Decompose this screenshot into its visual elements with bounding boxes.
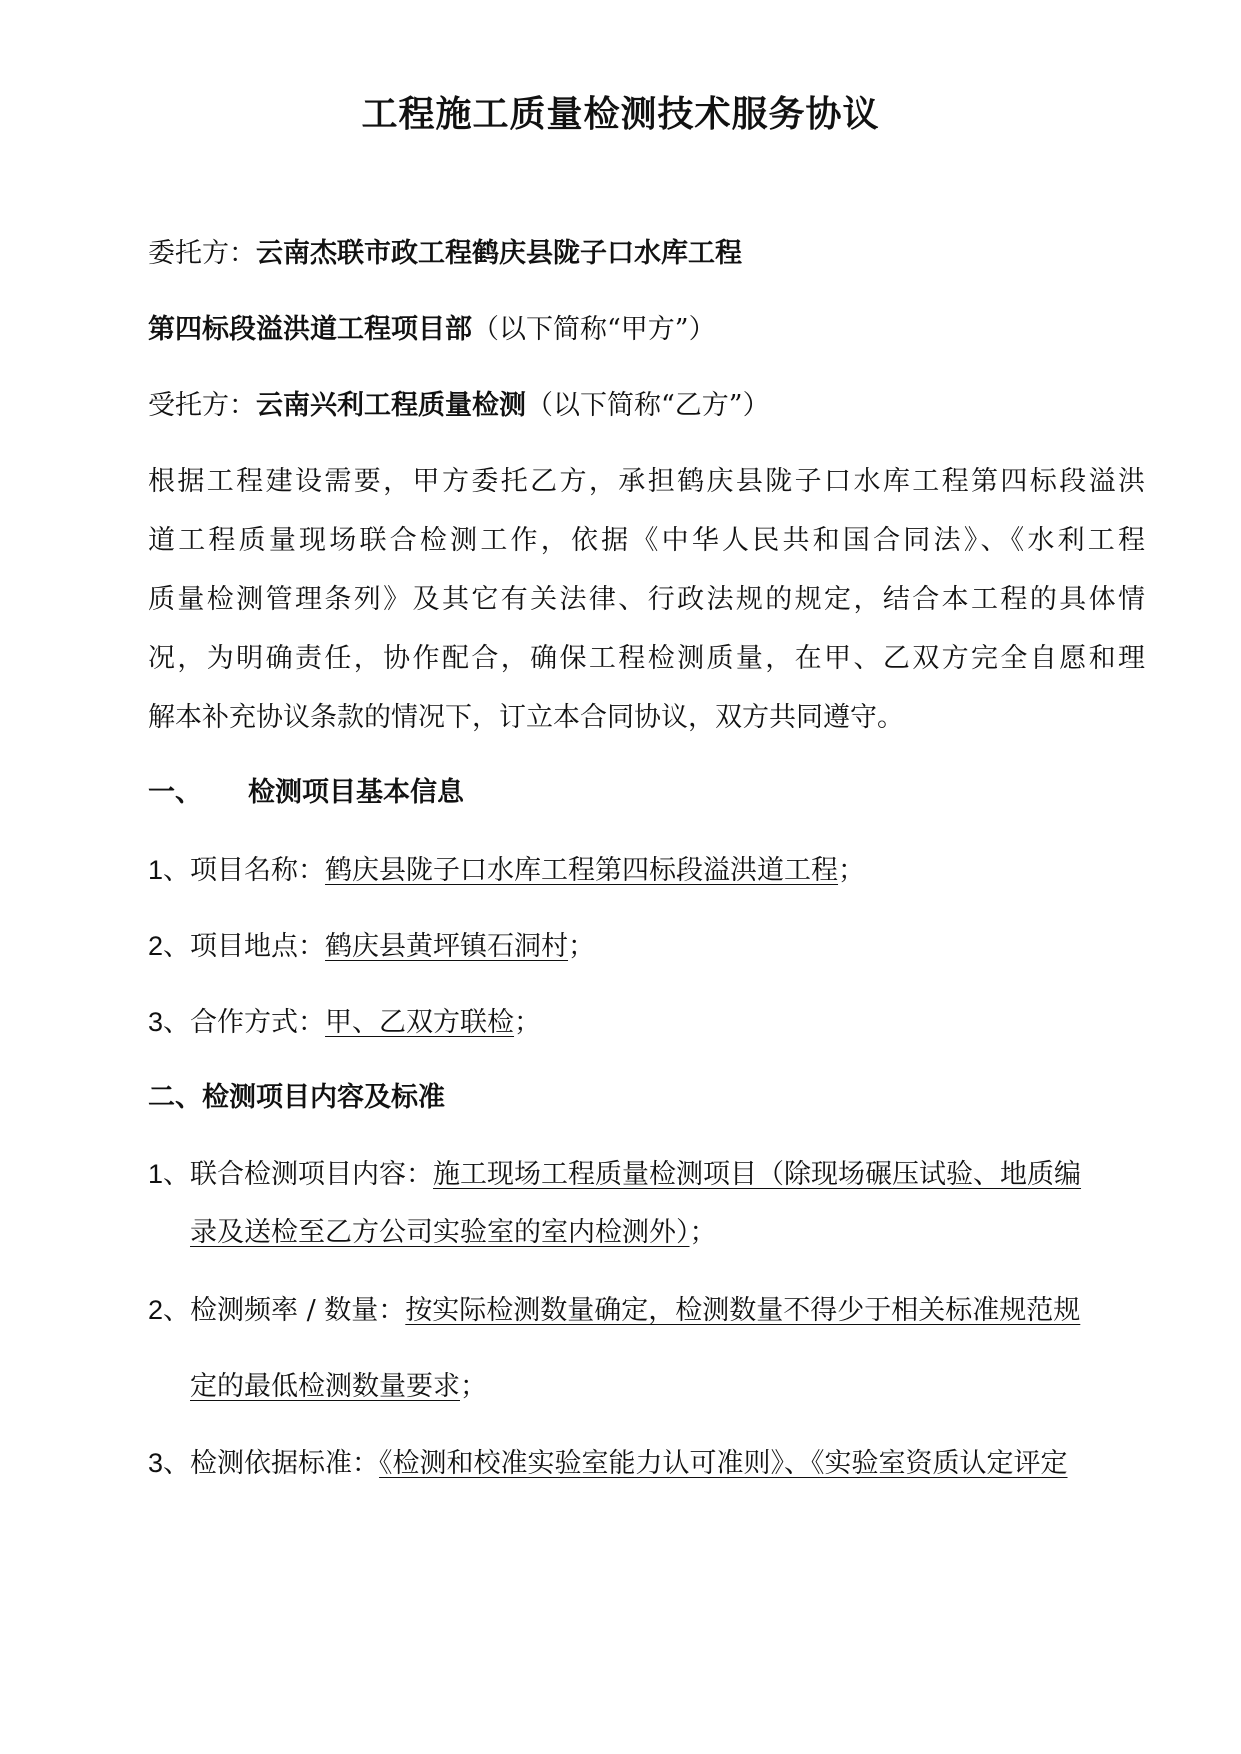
item-label: 联合检测项目内容： xyxy=(190,1159,434,1190)
item-tail: ； xyxy=(689,1217,717,1248)
document-title: 工程施工质量检测技术服务协议 xyxy=(361,93,880,135)
section1-item-2 xyxy=(148,926,1145,967)
item-number: 1 xyxy=(148,1159,164,1189)
section1-title: 检测项目基本信息 xyxy=(248,777,464,808)
item-tail: ； xyxy=(568,931,596,962)
item-value-line1: 按实际检测数量确定，检测数量不得少于相关标准规范规 xyxy=(405,1295,1081,1326)
item-value: 鹤庆县陇子口水库工程第四标段溢洪道工程 xyxy=(325,855,839,886)
intro-line-1: 根据工程建设需要，甲方委托乙方，承担鹤庆县陇子口水库工程第四标段溢洪 xyxy=(148,466,1145,497)
item-separator: 、 xyxy=(163,1295,191,1326)
item-number: 3 xyxy=(148,1007,164,1037)
item-tail: ； xyxy=(838,855,866,886)
client-name-line1: 云南杰联市政工程鹤庆县陇子口水库工程 xyxy=(256,238,742,269)
item-number: 1 xyxy=(148,855,164,885)
section2-item-2-cont xyxy=(190,1367,1145,1407)
client-name-line2: 第四标段溢洪道工程项目部 xyxy=(148,314,472,345)
section2-item-1-cont xyxy=(190,1213,1145,1253)
intro-line-2: 道工程质量现场联合检测工作，依据《中华人民共和国合同法》、《水利工程 xyxy=(148,525,1145,556)
section2-item-2 xyxy=(148,1290,1145,1331)
section2-heading: 二、检测项目内容及标准 xyxy=(148,1082,445,1113)
intro-line-4: 况，为明确责任，协作配合，确保工程检测质量，在甲、乙双方完全自愿和理 xyxy=(148,643,1145,674)
item-separator: 、 xyxy=(163,1007,191,1038)
item-label: 检测依据标准： xyxy=(190,1448,380,1479)
contractor-name: 云南兴利工程质量检测 xyxy=(256,390,526,421)
item-label: 检测频率 / 数量： xyxy=(190,1295,406,1326)
contractor-label: 受托方： xyxy=(148,390,256,421)
client-abbr: （以下简称“甲方”） xyxy=(472,314,716,345)
item-value: 甲、乙双方联检 xyxy=(325,1007,515,1038)
item-tail: ； xyxy=(514,1007,542,1038)
item-number: 2 xyxy=(148,931,164,961)
intro-line-3: 质量检测管理条列》及其它有关法律、行政法规的规定，结合本工程的具体情 xyxy=(148,584,1145,615)
section2-item-3 xyxy=(148,1443,1145,1484)
item-tail: ； xyxy=(460,1371,487,1402)
item-separator: 、 xyxy=(163,1159,191,1190)
client-line-2 xyxy=(148,310,1145,350)
item-value-line1: 施工现场工程质量检测项目（除现场碾压试验、地质编 xyxy=(433,1159,1082,1190)
item-value-line1: 《检测和校准实验室能力认可准则》、《实验室资质认定评定 xyxy=(379,1448,1068,1479)
section1-heading xyxy=(148,773,1145,813)
item-label: 项目地点： xyxy=(190,931,326,962)
item-label: 合作方式： xyxy=(190,1007,326,1038)
section1-number: 一、 xyxy=(148,777,202,808)
item-separator: 、 xyxy=(163,931,191,962)
item-number: 2 xyxy=(148,1295,164,1325)
item-label: 项目名称： xyxy=(190,855,326,886)
item-value-line2: 录及送检至乙方公司实验室的室内检测外） xyxy=(190,1217,690,1248)
client-line-1 xyxy=(148,234,1145,274)
section2-item-1 xyxy=(148,1154,1145,1195)
section1-item-1 xyxy=(148,850,1145,891)
contractor-abbr: （以下简称“乙方”） xyxy=(526,390,770,421)
item-number: 3 xyxy=(148,1448,164,1478)
item-value-line2: 定的最低检测数量要求 xyxy=(190,1371,460,1402)
item-separator: 、 xyxy=(163,855,191,886)
client-label: 委托方： xyxy=(148,238,256,269)
section1-item-3 xyxy=(148,1002,1145,1043)
contractor-line xyxy=(148,386,1145,426)
item-separator: 、 xyxy=(163,1448,191,1479)
item-value: 鹤庆县黄坪镇石洞村 xyxy=(325,931,569,962)
intro-line-5: 解本补充协议条款的情况下，订立本合同协议，双方共同遵守。 xyxy=(148,702,904,733)
